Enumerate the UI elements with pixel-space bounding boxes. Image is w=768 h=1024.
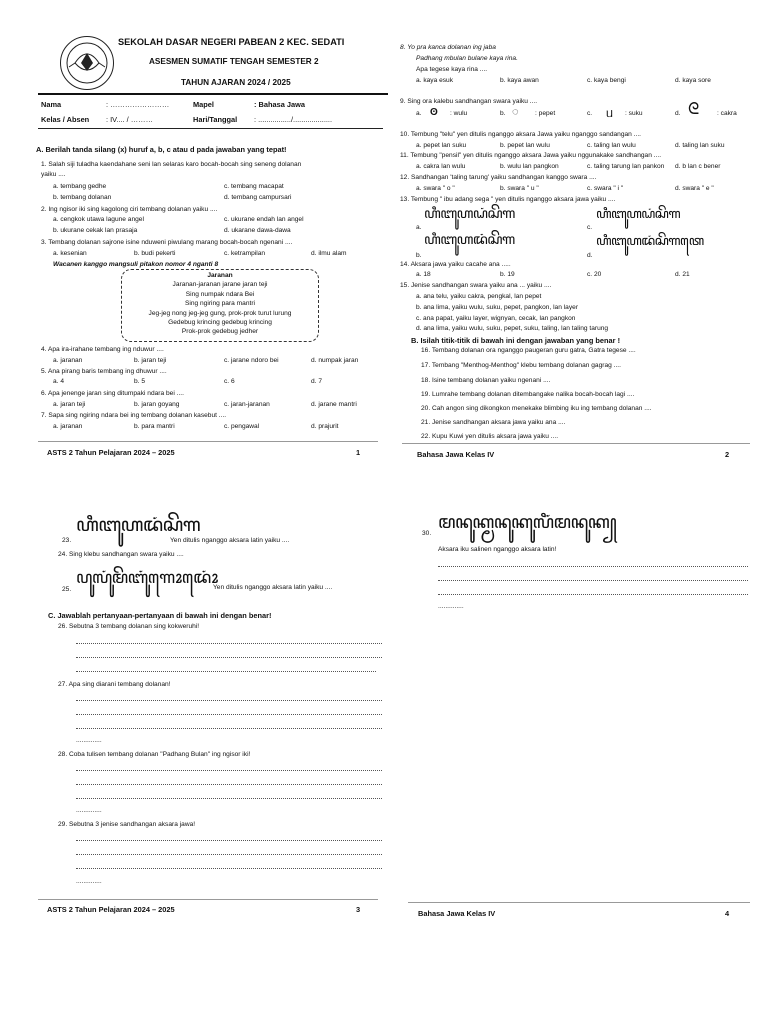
q14-option-d[interactable]: d. 21 [675,271,690,278]
q2-text: 2. Ing ngisor iki sing kagolong ciri tembang dolanan yaiku .... [41,206,218,213]
q22-text: 22. Kupu Kuwi yen ditulis aksara jawa yaiku .... [421,433,559,440]
garuda-emblem-icon [61,37,113,89]
footer-divider [408,902,750,903]
answer-line[interactable] [76,657,382,658]
q11-option-d[interactable]: d. b lan c bener [675,163,721,170]
q7-text: 7. Sapa sing ngiring ndara bei ing tembang dolanan kasebut .... [41,412,227,419]
school-year: TAHUN AJARAN 2024 / 2025 [181,78,291,87]
footer-divider [402,443,750,444]
date-label: Hari/Tanggal [193,115,238,124]
q8-line-3: Apa tegese kaya rina .... [416,66,488,73]
answer-line[interactable] [76,700,382,701]
footer-text: Bahasa Jawa Kelas IV [417,450,495,459]
answer-line[interactable] [438,566,748,567]
answer-line[interactable] [76,728,382,729]
school-name: SEKOLAH DASAR NEGERI PABEAN 2 KEC. SEDATI [118,37,345,47]
footer-divider [38,899,378,900]
q13-javanese-a: ꦲꦶꦧꦸꦲꦝꦁꦱꦼꦒ [424,206,515,222]
page-number: 2 [725,450,730,459]
q5-option-c[interactable]: c. 6 [224,378,235,385]
q15-option-b[interactable]: b. ana lima, yaiku wulu, suku, pepet, pangkon, lan layer [416,304,579,311]
q6-option-b[interactable]: b. jaran goyang [134,401,180,408]
poem-line: Prok-prok gedebug jedher [181,328,259,336]
q14-option-c[interactable]: c. 20 [587,271,602,278]
cakra-glyph-icon: ᘓ [688,101,700,118]
q15-option-a[interactable]: a. ana telu, yaiku cakra, pengkal, lan pepet [416,293,542,300]
q20-text: 20. Cah angon sing dikongkon menekake blimbing iku ing tembang dolanan .... [421,405,652,412]
q12-option-b[interactable]: b. swara " u " [500,185,539,192]
q13-option-b[interactable]: b. [416,252,422,259]
q7-option-d[interactable]: d. prajurit [311,423,339,430]
q28-text: 28. Coba tulisen tembang dolanan "Padhang Bulan" ing ngisor iki! [58,751,251,758]
q17-text: 17. Tembang "Menthog-Menthog" klebu tembang dolanan gagrag .... [421,362,621,369]
q15-text: 15. Jenise sandhangan swara yaiku ana ... yaiku .... [400,282,552,289]
q14-option-a[interactable]: a. 18 [416,271,431,278]
q12-option-d[interactable]: d. swara " e " [675,185,714,192]
q13-option-d[interactable]: d. [587,252,593,259]
q1-option-b[interactable]: b. tembang dolanan [53,194,112,201]
q8-text: 8. Yo pra kanca dolanan ing jaba [400,44,496,51]
q8-option-c[interactable]: c. kaya bengi [587,77,626,84]
q23-text: Yen ditulis nganggo aksara latin yaiku .... [170,537,290,544]
q12-option-c[interactable]: c. swara " i " [587,185,624,192]
q5-option-b[interactable]: b. 5 [134,378,145,385]
q7-option-b[interactable]: b. para mantri [134,423,175,430]
q14-option-b[interactable]: b. 19 [500,271,515,278]
q24-text: 24. Sing klebu sandhangan swara yaiku .... [58,551,184,558]
q10-option-d[interactable]: d. taling lan suku [675,142,725,149]
q25-number: 25. [62,586,72,593]
q10-option-a[interactable]: a. pepet lan suku [416,142,467,149]
q9-option-d[interactable]: d. [675,110,681,117]
q19-text: 19. Lumrahe tembang dolanan ditembangake nalika bocah-bocah lagi .... [421,391,635,398]
q1-option-c[interactable]: c. tembang macapat [224,183,284,190]
school-logo [60,36,114,90]
answer-line[interactable] [438,594,748,595]
q2-option-b[interactable]: b. ukurane cekak lan prasaja [53,227,138,234]
q13-option-c[interactable]: c. [587,224,593,231]
mapel-label: Mapel [193,100,214,109]
q8-line-2: Padhang mbulan bulane kaya rina. [416,55,518,62]
q3-option-b[interactable]: b. budi pekerti [134,250,176,257]
q9-option-c[interactable]: c. [587,110,593,117]
q18-text: 18. Isine tembang dolanan yaiku ngenani .... [421,377,551,384]
page-number: 3 [356,905,361,914]
q15-option-d[interactable]: d. ana lima, yaiku wulu, suku, pepet, suku, taling, lan taling tarung [416,325,609,332]
q3-option-c[interactable]: c. ketrampilan [224,250,266,257]
q1-text: 1. Salah siji tuladha kaendahane seni lan selaras karo bocah-bocah sing seneng dolanan [41,161,302,168]
q8-option-a[interactable]: a. kaya esuk [416,77,454,84]
q2-option-c[interactable]: c. ukurane endah lan angel [224,216,304,223]
answer-line[interactable] [76,643,382,644]
poem-line: Jaranan-jaranan jarane jaran teji [172,281,268,289]
q6-option-d[interactable]: d. jarane mantri [311,401,357,408]
footer-text: ASTS 2 Tahun Pelajaran 2024 – 2025 [47,448,175,457]
footer-text: Bahasa Jawa Kelas IV [418,909,496,918]
q5-option-d[interactable]: d. 7 [311,378,322,385]
q6-option-c[interactable]: c. jaran-jaranan [224,401,270,408]
q29-text: 29. Sebutna 3 jenise sandhangan aksara jawa! [58,821,196,828]
section-b-title: B. Isilah titik-titik di bawah ini dengan jawaban yang benar ! [411,336,621,345]
answer-line-end[interactable]: .............. [76,807,102,814]
q6-option-a[interactable]: a. jaran teji [53,401,86,408]
page-number: 4 [725,909,730,918]
section-c-title: C. Jawablah pertanyaan-pertanyaan di bawah ini dengan benar! [48,611,272,620]
q5-option-a[interactable]: a. 4 [53,378,64,385]
q21-text: 21. Jenise sandhangan aksara jawa yaiku ana .... [421,419,566,426]
q27-text: 27. Apa sing diarani tembang dolanan! [58,681,171,688]
q3-option-d[interactable]: d. ilmu alam [311,250,347,257]
q9-text: 9. Sing ora kalebu sandhangan swara yaiku .... [400,98,538,105]
answer-line[interactable] [76,840,382,841]
q10-text: 10. Tembung "telu" yen ditulis nganggo aksara Jawa yaiku nganggo sandangan .... [400,131,642,138]
q2-option-a[interactable]: a. cengkok utawa lagune angel [53,216,144,223]
q11-option-b[interactable]: b. wulu lan pangkon [500,163,559,170]
q13-javanese-b: ꦲꦶꦧꦸꦲꦢꦁꦱꦼꦒ [424,232,515,248]
q4-option-a[interactable]: a. jaranan [53,357,83,364]
q10-option-c[interactable]: c. taling lan wulu [587,142,636,149]
q13-javanese-d: ꦲꦶꦧꦸꦲꦢꦁꦱꦼꦒꦠꦺ [596,234,704,249]
q30-javanese: ꦩꦤꦸꦏ꧀ꦩꦤꦸꦏꦸꦭꦶꦁꦩꦤꦸꦏ꧀ [438,512,617,533]
answer-line-end[interactable]: .............. [438,603,464,610]
header-divider [38,93,388,95]
q14-text: 14. Aksara jawa yaiku cacahe ana ..... [400,261,511,268]
q9-label-d: : cakra [717,110,737,117]
wulu-glyph-icon: ʘ [430,107,438,118]
answer-line[interactable] [76,868,382,869]
q13-javanese-c: ꦲꦶꦧꦸꦲꦝꦁꦱꦼꦒ [596,207,681,222]
poem-title: Jaranan [207,272,233,279]
reading-instruction: Wacanen kanggo mangsuli pitakon nomor 4 nganti 8 [53,261,219,268]
q13-text: 13. Tembung " ibu adang sega " yen ditulis nganggo aksara jawa yaiku .... [400,196,616,203]
q15-option-c[interactable]: c. ana papat, yaiku layer, wignyan, cecak, lan pangkon [416,315,576,322]
answer-line[interactable] [76,798,382,799]
q9-option-a[interactable]: a. [416,110,422,117]
q7-option-c[interactable]: c. pengawal [224,423,260,430]
q8-option-d[interactable]: d. kaya sore [675,77,711,84]
answer-line-end[interactable]: .............. [76,878,102,885]
q4-text: 4. Apa ira-irahane tembang ing nduwur .... [41,346,164,353]
q10-option-b[interactable]: b. pepet lan wulu [500,142,550,149]
q11-text: 11. Tembung "pensil" yen ditulis nganggo aksara Jawa yaiku nggunakake sandhangan .... [400,152,662,159]
suku-glyph-icon: ᥙ [606,105,614,120]
answer-line[interactable] [438,580,748,581]
q9-label-c: : suku [625,110,643,117]
answer-line[interactable] [76,784,382,785]
q25-javanese: ꦥꦸꦭꦸꦁꦩꦼꦧꦸꦁꦒꦺꦴꦢꦺꦴꦁ [76,568,218,588]
q9-label-b: : pepet [535,110,556,117]
answer-line[interactable] [76,714,382,715]
q2-option-d[interactable]: d. ukarane dawa-dawa [224,227,291,234]
q12-text: 12. Sandhangan 'taling tarung' yaiku sandhangan kanggo swara .... [400,174,597,181]
footer-divider [38,441,378,442]
poem-block [121,271,319,337]
pepet-glyph-icon: ◌ [512,106,519,118]
q23-number: 23. [62,537,72,544]
answer-line[interactable] [76,671,376,672]
exam-title: ASESMEN SUMATIF TENGAH SEMESTER 2 [149,57,319,66]
q9-option-b[interactable]: b. [500,110,506,117]
q7-option-a[interactable]: a. jaranan [53,423,83,430]
id-divider [38,128,383,129]
section-a-title: A. Berilah tanda silang (x) huruf a, b, c atau d pada jawaban yang tepat! [36,145,287,154]
class-label: Kelas / Absen [41,115,90,124]
mapel-value: : Bahasa Jawa [254,100,305,109]
answer-line[interactable] [76,770,382,771]
name-label: Nama [41,100,62,109]
footer-text: ASTS 2 Tahun Pelajaran 2024 – 2025 [47,905,175,914]
q1-option-a[interactable]: a. tembang gedhe [53,183,107,190]
q1-text-cont: yaiku .... [41,171,66,178]
name-field[interactable]: : …………………… [106,100,170,109]
q4-option-b[interactable]: b. jaran teji [134,357,167,364]
q16-text: 16. Tembang dolanan ora nganggo paugeran guru gatra, Gatra tegese .... [421,347,636,354]
q26-text: 26. Sebutna 3 tembang dolanan sing kokweruhi! [58,623,200,630]
q5-text: 5. Ana pirang baris tembang ing dhuwur .... [41,368,167,375]
q11-option-a[interactable]: a. cakra lan wulu [416,163,466,170]
answer-line-end[interactable]: .............. [76,737,102,744]
q13-option-a[interactable]: a. [416,224,422,231]
q3-text: 3. Tembang dolanan sajrone isine nduweni piwulang marang bocah-bocah ngenani .... [41,239,293,246]
q25-text: Yen ditulis nganggo aksara latin yaiku .... [213,584,333,591]
q8-option-b[interactable]: b. kaya awan [500,77,539,84]
q30-number: 30. [422,530,432,537]
q23-javanese: ꦲꦶꦧꦸꦲꦢꦁꦱꦼꦒ [76,514,201,536]
poem-line: Sing numpak ndara Bei [185,290,255,298]
q30-text: Aksara iku salinen nganggo aksara latin! [438,546,557,553]
poem-line: Jeg-jeg nong jeg-jeg gung, prok-prok turut lurung [148,309,292,317]
q11-option-c[interactable]: c. taling tarung lan pankon [587,163,665,170]
q4-option-c[interactable]: c. jarane ndoro bei [224,357,279,364]
poem-line: Gedebug krincing gedebug krincing [168,319,272,327]
q9-label-a: : wulu [450,110,468,117]
answer-line[interactable] [76,854,382,855]
q1-option-d[interactable]: d. tembang campursari [224,194,292,201]
q12-option-a[interactable]: a. swara " o " [416,185,455,192]
page-number: 1 [356,448,361,457]
class-field[interactable]: : IV.... / ……… [106,115,153,124]
q6-text: 6. Apa jenenge jaran sing ditumpaki ndara bei .... [41,390,184,397]
q4-option-d[interactable]: d. numpak jaran [311,357,359,364]
date-field[interactable]: : ................/................... [254,115,333,124]
q3-option-a[interactable]: a. kesenian [53,250,87,257]
poem-line: Sing ngiring para mantri [184,300,255,308]
